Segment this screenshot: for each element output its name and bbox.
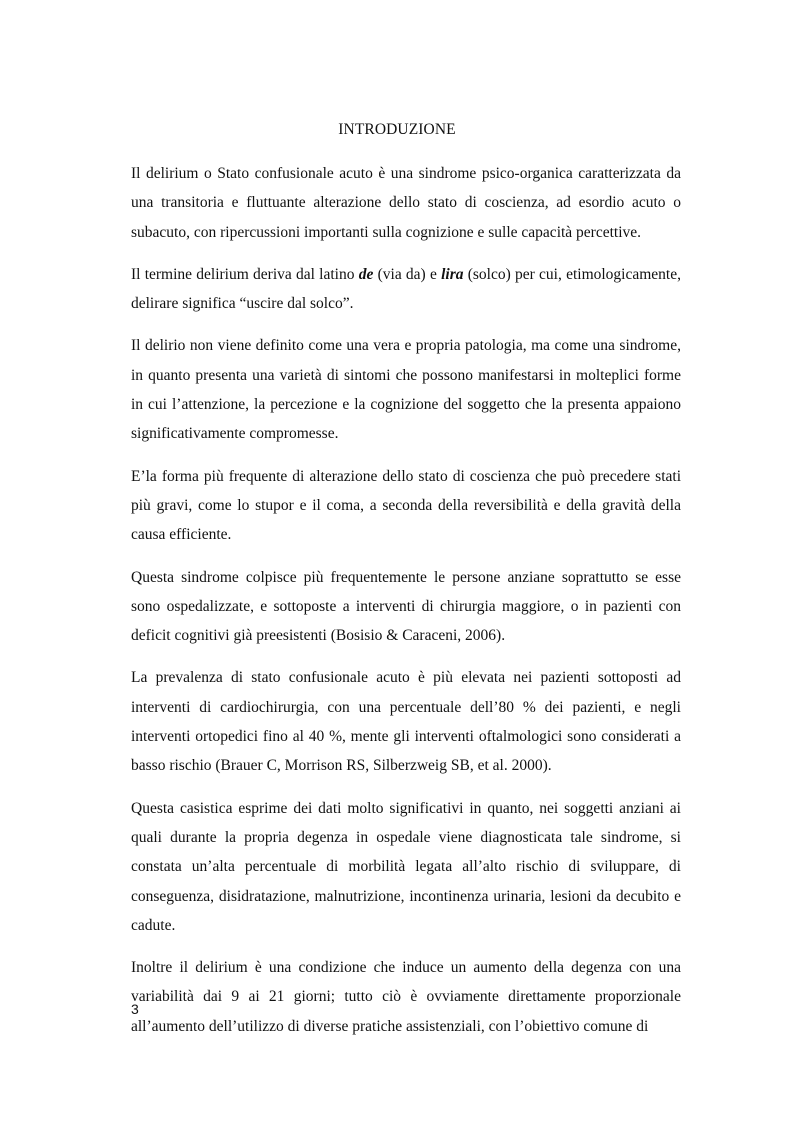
paragraph-1: Il delirium o Stato confusionale acuto è una sindrome psico-organica caratterizzata da una transitoria e fluttuante alterazione dello stato di coscienza, ad esordio acuto o subacuto, con ripercussioni importanti sulla cognizione e sulle capacità percettive. [131, 165, 681, 241]
paragraph-2-part-e: (solco) per cui, etimologicamente, delirare significa “uscire dal solco”. [131, 265, 681, 313]
paragraph-5: Questa sindrome colpisce più frequentemente le persone anziane soprattutto se esse sono ospedalizzate, e sottoposte a interventi di chirurgia maggiore, o in pazienti con deficit cognitivi già preesistenti (Bosisio & Caraceni, 2006). [131, 568, 681, 645]
term-de: de [358, 265, 374, 283]
paragraph-2-part-c: (via da) e [373, 265, 442, 283]
paragraph-8: Inoltre il delirium è una condizione che induce un aumento della degenza con una variabilità dai 9 ai 21 giorni; tutto ciò è ovviamente direttamente proporzionale all’aumento dell’utilizzo di diverse pratiche assistenziali, con l’obiettivo comune di [131, 959, 681, 1035]
page-title: INTRODUZIONE [338, 121, 456, 138]
term-lira: lira [441, 265, 464, 283]
paragraph-4: E’la forma più frequente di alterazione dello stato di coscienza che può precedere stati più gravi, come lo stupor e il coma, a seconda della reversibilità e della gravità della causa efficiente. [131, 467, 681, 544]
page-number: 3 [131, 1001, 139, 1017]
paragraph-6: La prevalenza di stato confusionale acuto è più elevata nei pazienti sottoposti ad interventi di cardiochirurgia, con una percentuale dell’80 % dei pazienti, e negli interventi ortopedici fino al 40 %, mente gli interventi oftalmologici sono considerati a basso rischio (Brauer C, Morrison RS, Silberzweig SB, et al. 2000). [131, 669, 681, 775]
paragraph-2 [131, 260, 681, 319]
body-text [131, 159, 681, 1054]
paragraph-3: Il delirio non viene definito come una vera e propria patologia, ma come una sindrome, in quanto presenta una varietà di sintomi che possono manifestarsi in molteplici forme in cui l’attenzione, la percezione e la cognizione del soggetto che la presenta appaiono significativamente compromesse. [131, 337, 681, 443]
paragraph-7: Questa casistica esprime dei dati molto significativi in quanto, nei soggetti anziani ai quali durante la propria degenza in ospedale viene diagnosticata tale sindrome, si constata un’alta percentuale di morbilità legata all’alto rischio di sviluppare, di conseguenza, disidratazione, malnutrizione, incontinenza urinaria, lesioni da decubito e cadute. [131, 799, 681, 934]
paragraph-2-part-a: Il termine delirium deriva dal latino [131, 265, 359, 283]
